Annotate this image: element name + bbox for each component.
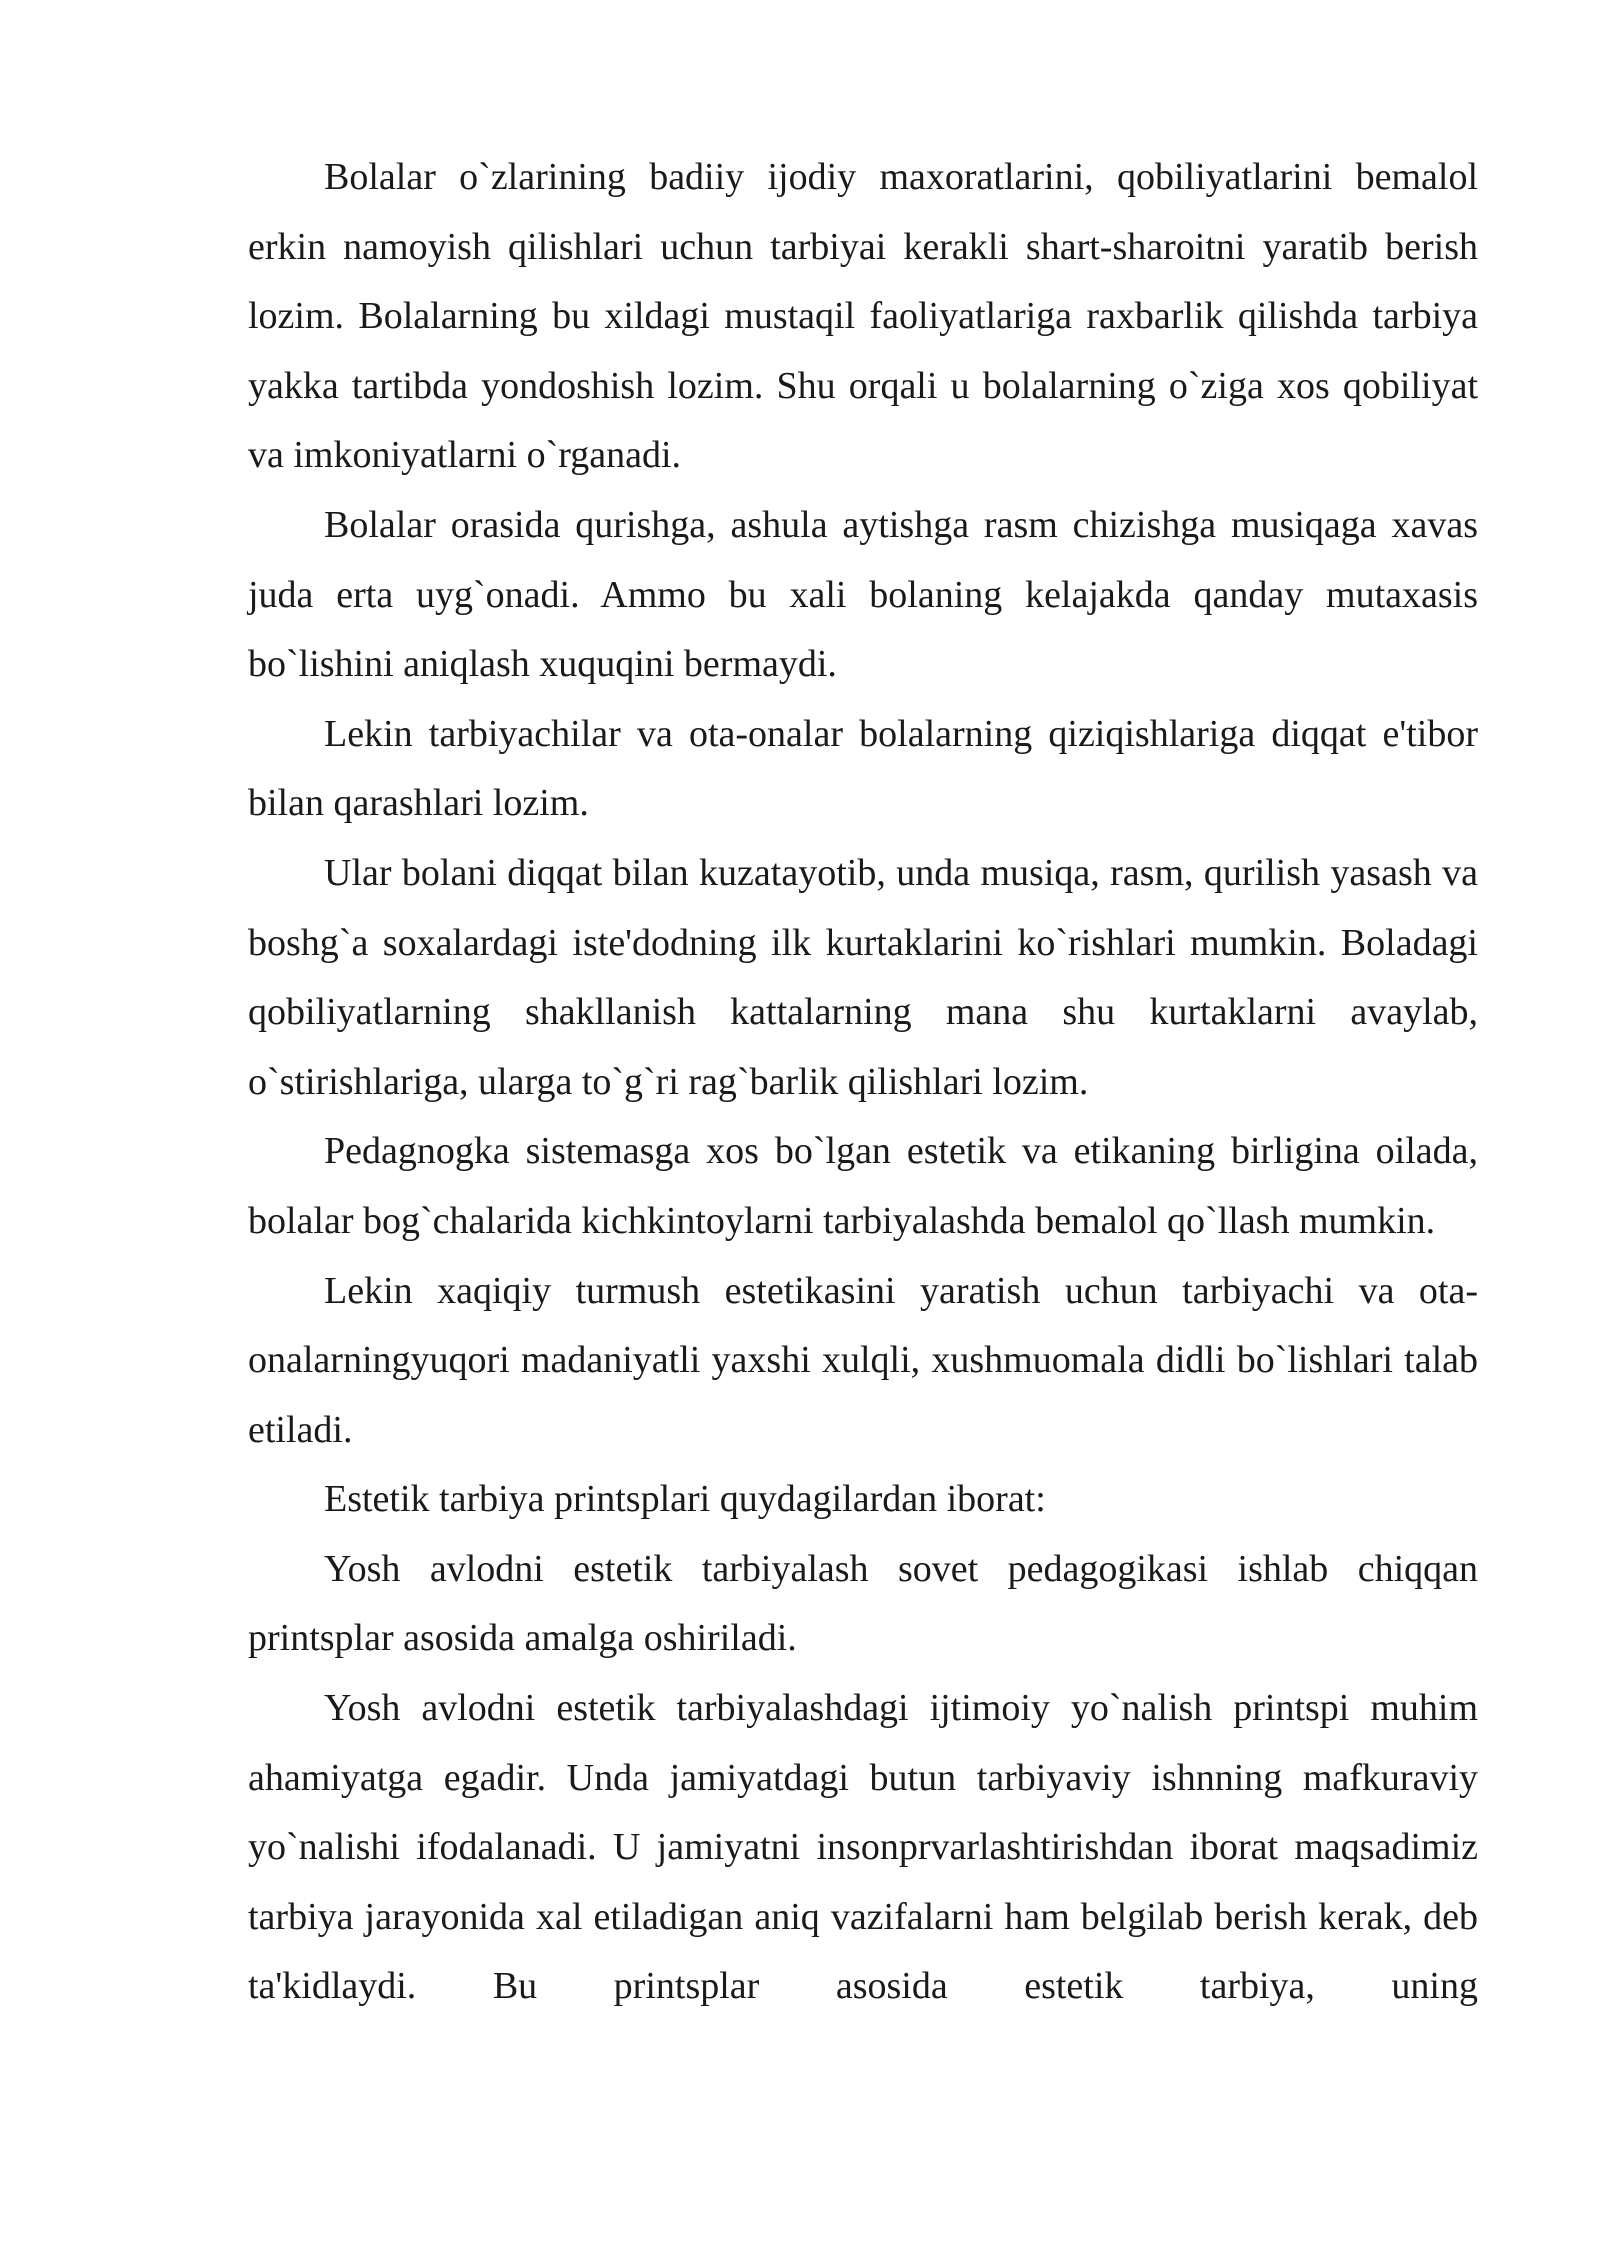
paragraph-5: Pedagnogka sistemasga xos bo`lgan estetik va etikaning birligina oilada, bolalar bog`chalarida kichkintoylarni tarbiyalashda bemalol qo`llash mumkin. xyxy=(248,1130,1478,1242)
document-body xyxy=(248,143,1478,2022)
paragraph-9: Yosh avlodni estetik tarbiyalashdagi ijtimoiy yo`nalish printspi muhim ahamiyatga egadir. Unda jamiyatdagi butun tarbiyaviy ishnning mafkuraviy yo`nalishi ifodalanadi. U jamiyatni insonprvarlashtirishdan iborat maqsadimiz tarbiya jarayonida xal etiladigan aniq vazifalarni ham belgilab berish kerak, deb ta'kidlaydi. Bu printsplar asosida estetik tarbiya, uning xyxy=(248,1687,1478,2008)
paragraph-3: Lekin tarbiyachilar va ota-onalar bolalarning qiziqishlariga diqqat e'tibor bilan qarashlari lozim. xyxy=(248,712,1478,825)
paragraph-6: Lekin xaqiqiy turmush estetikasini yaratish uchun tarbiyachi va ota-onalarningyuqori madaniyatli yaxshi xulqli, xushmuomala didli bo`lishlari talab etiladi. xyxy=(248,1269,1478,1451)
paragraph-8: Yosh avlodni estetik tarbiyalash sovet pedagogikasi ishlab chiqqan printsplar asosida amalga oshiriladi. xyxy=(248,1547,1478,1660)
paragraph-4: Ular bolani diqqat bilan kuzatayotib, unda musiqa, rasm, qurilish yasash va boshg`a soxalardagi iste'dodning ilk kurtaklarini ko`rishlari mumkin. Boladagi qobiliyatlarning shakllanish kattalarning mana shu kurtaklarni avaylab, o`stirishlariga, ularga to`g`ri rag`barlik qilishlari lozim. xyxy=(248,851,1478,1103)
paragraph-1: Bolalar o`zlarining badiiy ijodiy maxoratlarini, qobiliyatlarini bemalol erkin namoyish qilishlari uchun tarbiyai kerakli shart-sharoitni yaratib berish lozim. Bolalarning bu xildagi mustaqil faoliyatlariga raxbarlik qilishda tarbiya yakka tartibda yondoshish lozim. Shu orqali u bolalarning o`ziga xos qobiliyat va imkoniyatlarni o`rganadi. xyxy=(248,156,1478,477)
paragraph-7: Estetik tarbiya printsplari quydagilardan iborat: xyxy=(324,1478,1046,1521)
paragraph-2: Bolalar orasida qurishga, ashula aytishga rasm chizishga musiqaga xavas juda erta uyg`onadi. Ammo bu xali bolaning kelajakda qanday mutaxasis bo`lishini aniqlash xuquqini bermaydi. xyxy=(248,503,1478,686)
